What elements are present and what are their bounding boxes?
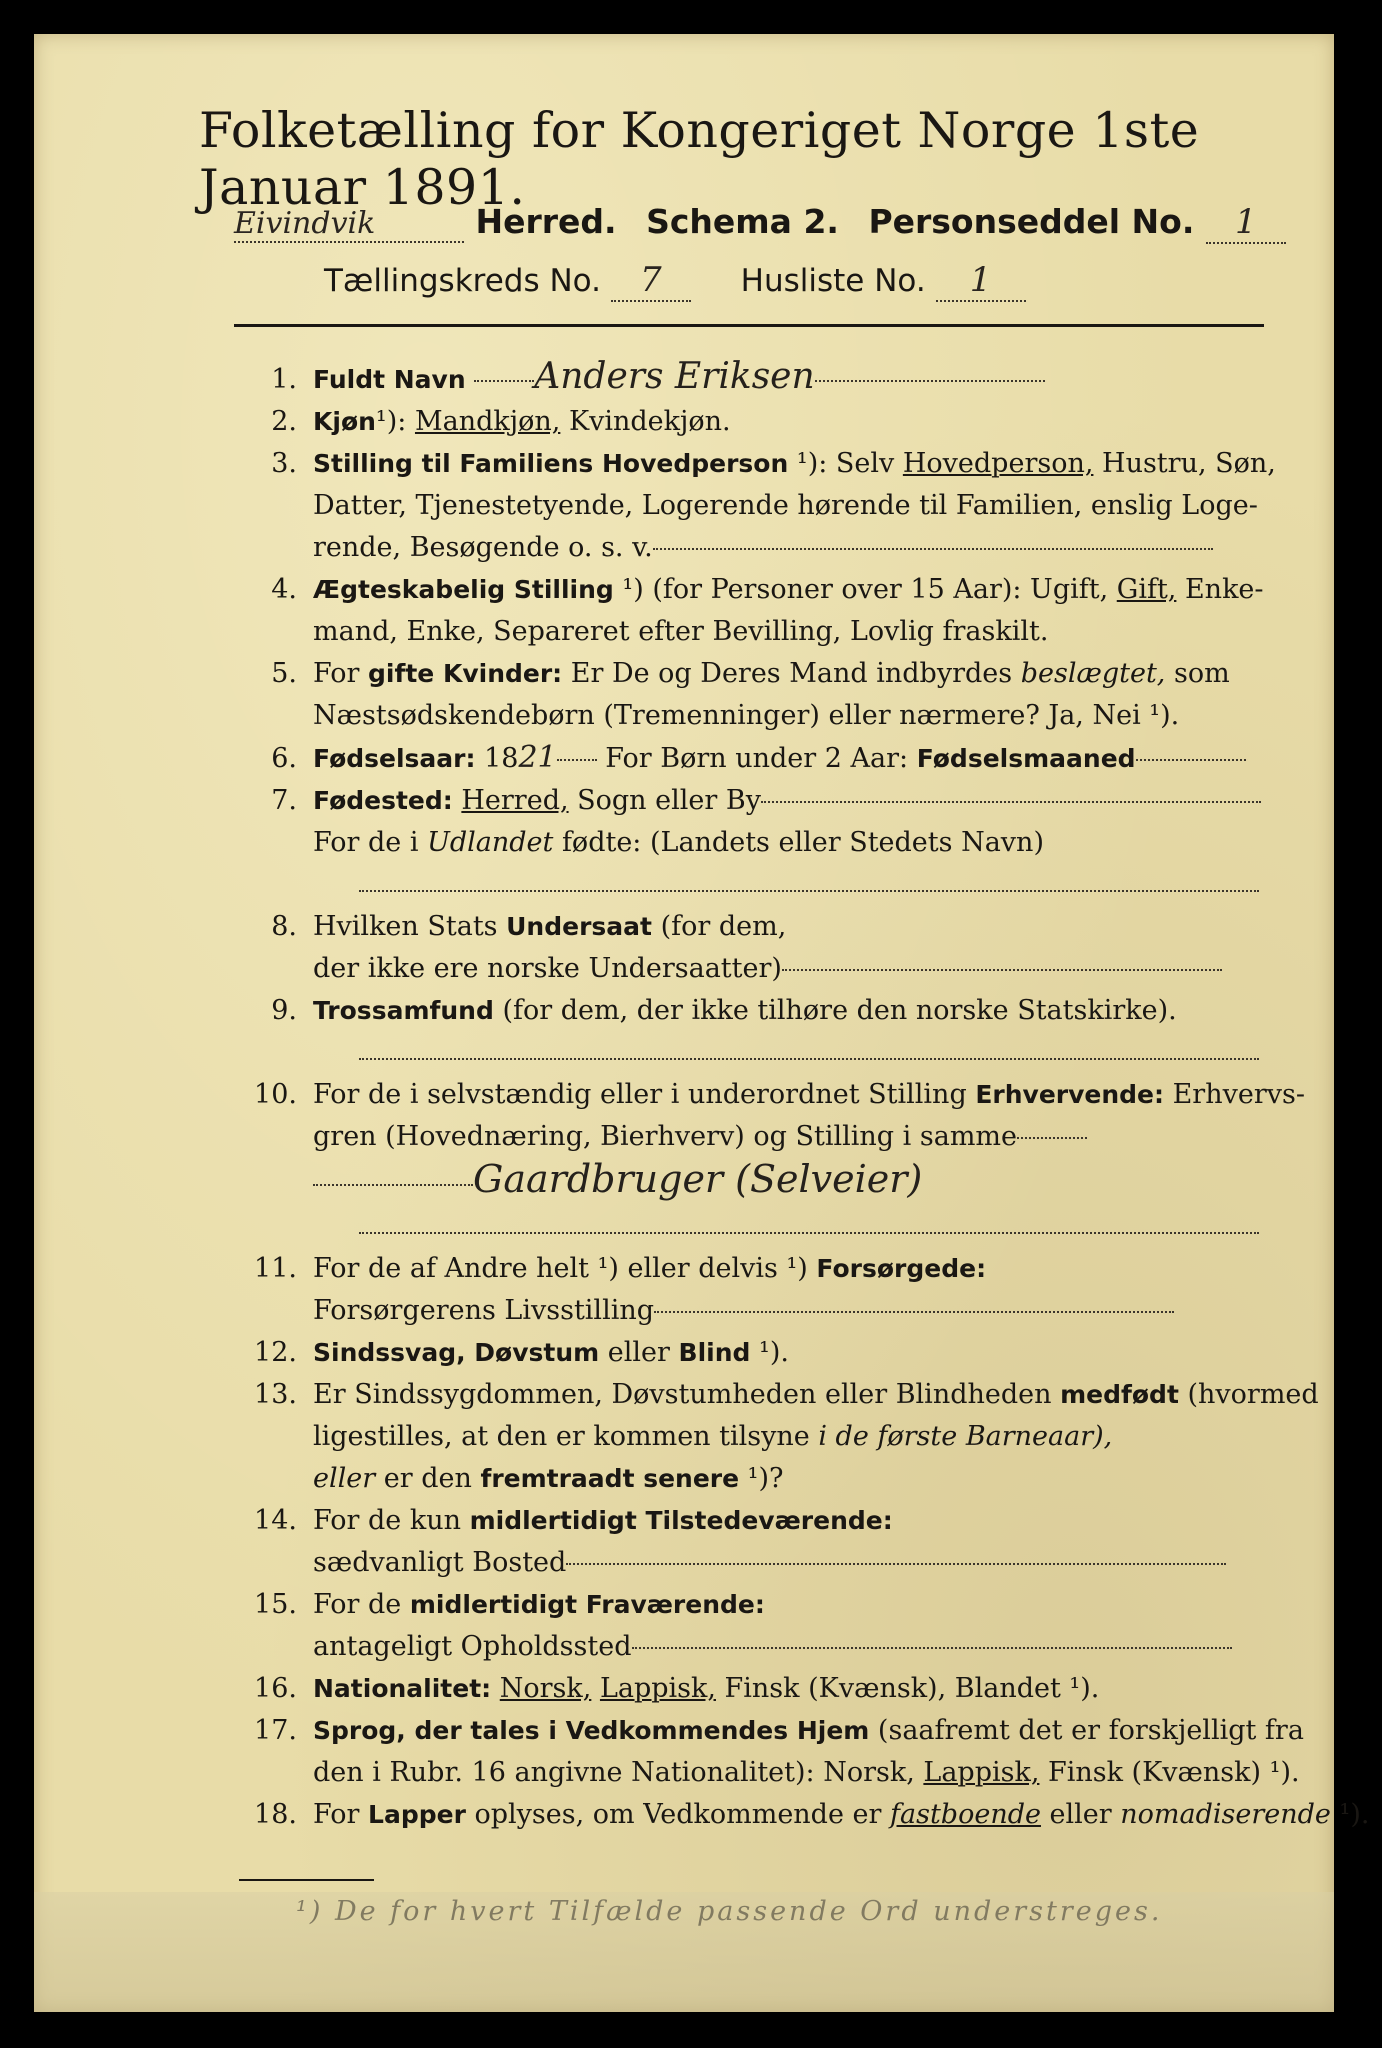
item-text: ¹)? bbox=[739, 1463, 784, 1494]
underlined-option: Herred, bbox=[461, 785, 569, 816]
blank-line bbox=[229, 1032, 1269, 1074]
item-number: 1. bbox=[271, 364, 297, 395]
item-text: Næstsødskendebørn (Tremenninger) eller nærmere? Ja, Nei ¹). bbox=[313, 700, 1180, 731]
item-label: Lapper bbox=[368, 1800, 466, 1829]
item-label: Sprog, der tales i Vedkommendes Hjem bbox=[313, 1716, 870, 1745]
item-text: eller bbox=[599, 1337, 679, 1368]
item-text: beslægtet, bbox=[1020, 658, 1166, 689]
item-number: 4. bbox=[271, 574, 297, 605]
item-number: 13. bbox=[254, 1379, 297, 1410]
underlined-option: Mandkjøn, bbox=[414, 406, 561, 437]
item-3 bbox=[229, 443, 1276, 485]
item-text: den i Rubr. 16 angivne Nationalitet): Norsk, bbox=[313, 1757, 924, 1788]
item-label: Forsørgede: bbox=[816, 1254, 987, 1283]
item-label: midlertidigt Tilstedeværende: bbox=[469, 1506, 893, 1535]
item-text: For bbox=[313, 1799, 369, 1830]
item-4 bbox=[229, 569, 1269, 611]
underlined-option: Gift, bbox=[1116, 574, 1177, 605]
item-text: nomadiserende bbox=[1120, 1799, 1331, 1830]
item-number: 9. bbox=[271, 995, 297, 1026]
item-text: 18 bbox=[475, 743, 519, 774]
item-13-line2 bbox=[229, 1416, 1269, 1458]
husliste-label: Husliste No. bbox=[740, 263, 926, 299]
underlined-option: Lappisk, bbox=[599, 1673, 716, 1704]
item-label: Trossamfund bbox=[313, 996, 494, 1025]
herred-label: Herred. bbox=[475, 202, 617, 241]
item-11 bbox=[229, 1248, 1269, 1290]
item-5 bbox=[229, 653, 1269, 695]
item-text: Sogn eller By bbox=[568, 785, 761, 816]
item-label: Erhvervende: bbox=[975, 1080, 1165, 1109]
item-17 bbox=[229, 1710, 1304, 1752]
item-7-line2 bbox=[229, 822, 1269, 864]
item-10 bbox=[229, 1074, 1305, 1116]
item-text bbox=[591, 1673, 600, 1704]
item-text: gren (Hovednæring, Bierhverv) og Stilling i samme bbox=[313, 1121, 1018, 1152]
item-number: 15. bbox=[254, 1589, 297, 1620]
item-7 bbox=[229, 780, 1269, 822]
item-10-line3 bbox=[229, 1158, 1269, 1206]
kreds-label: Tællingskreds No. bbox=[324, 263, 601, 299]
item-text: ¹) (for Personer over 15 Aar): Ugift, bbox=[613, 574, 1117, 605]
item-number: 16. bbox=[254, 1673, 297, 1704]
item-1 bbox=[229, 356, 1269, 401]
item-text: fødte: (Landets eller Stedets Navn) bbox=[553, 827, 1044, 858]
item-18 bbox=[229, 1794, 1370, 1836]
item-text: Erhvervs- bbox=[1164, 1079, 1305, 1110]
item-text bbox=[491, 1673, 500, 1704]
item-text: ¹). bbox=[750, 1337, 789, 1368]
full-name-value: Anders Eriksen bbox=[534, 356, 815, 397]
item-label: Stilling til Familiens Hovedperson bbox=[313, 449, 789, 478]
item-label: Blind bbox=[678, 1338, 751, 1367]
item-text: Finsk (Kvænsk) ¹). bbox=[1039, 1757, 1300, 1788]
item-text: For de i selvstændig eller i underordnet Stilling bbox=[313, 1079, 976, 1110]
item-11-line2 bbox=[229, 1290, 1269, 1332]
item-label: gifte Kvinder: bbox=[368, 659, 563, 688]
item-8-line2 bbox=[229, 948, 1269, 990]
item-text: oplyses, om Vedkommende er bbox=[465, 1799, 890, 1830]
item-8 bbox=[229, 906, 1269, 948]
item-text: ¹): bbox=[375, 406, 415, 437]
herred-line bbox=[234, 202, 1314, 248]
item-text: Finsk (Kvænsk), Blandet ¹). bbox=[715, 1673, 1100, 1704]
personseddel-value: 1 bbox=[1206, 202, 1286, 244]
item-text: ¹). bbox=[1330, 1799, 1370, 1830]
item-number: 14. bbox=[254, 1505, 297, 1536]
item-text: (saafremt det er forskjelligt fra bbox=[869, 1715, 1304, 1746]
census-form-paper bbox=[34, 34, 1370, 2012]
item-text: Forsørgerens Livsstilling bbox=[313, 1295, 655, 1326]
item-text: Er De og Deres Mand indbyrdes bbox=[562, 658, 1021, 689]
item-label: Fødselsmaaned bbox=[916, 744, 1136, 773]
item-3-line3 bbox=[229, 527, 1269, 569]
item-13 bbox=[229, 1374, 1319, 1416]
item-label: Fødselsaar: bbox=[313, 744, 476, 773]
underlined-option: Hovedperson, bbox=[902, 448, 1094, 479]
item-2 bbox=[229, 401, 1269, 443]
paper-edge-texture bbox=[34, 1892, 1334, 2012]
item-label: Ægteskabelig Stilling bbox=[313, 575, 614, 604]
item-14 bbox=[229, 1500, 1269, 1542]
personseddel-label: Personseddel No. bbox=[868, 202, 1195, 241]
item-10-line2 bbox=[229, 1116, 1269, 1158]
item-text: ¹): Selv bbox=[788, 448, 903, 479]
item-text: Er Sindssygdommen, Døvstumheden eller Blindheden bbox=[313, 1379, 1061, 1410]
item-text: Hvilken Stats bbox=[313, 911, 507, 942]
form-title: Folketælling for Kongeriget Norge 1ste Januar 1891. bbox=[199, 102, 1200, 216]
item-text: Datter, Tjenestetyende, Logerende hørende til Familien, enslig Loge- bbox=[313, 490, 1258, 521]
item-number: 3. bbox=[271, 448, 297, 479]
item-text: For de i bbox=[313, 827, 428, 858]
item-number: 6. bbox=[271, 743, 297, 774]
item-number: 5. bbox=[271, 658, 297, 689]
item-text: (for dem, der ikke tilhøre den norske Statskirke). bbox=[493, 995, 1177, 1026]
husliste-value: 1 bbox=[936, 260, 1026, 302]
herred-value: Eivindvik bbox=[234, 206, 464, 243]
item-text: For de kun bbox=[313, 1505, 470, 1536]
item-16 bbox=[229, 1668, 1269, 1710]
question-list bbox=[229, 356, 1370, 1836]
item-label: Fuldt Navn bbox=[313, 365, 466, 394]
item-number: 12. bbox=[254, 1337, 297, 1368]
item-17-line2 bbox=[229, 1752, 1300, 1794]
item-15 bbox=[229, 1584, 1269, 1626]
item-text: antageligt Opholdssted bbox=[313, 1631, 632, 1662]
blank-line bbox=[229, 1206, 1269, 1248]
item-text: der ikke ere norske Undersaatter) bbox=[313, 953, 782, 984]
item-6 bbox=[229, 737, 1269, 780]
item-label: medfødt bbox=[1060, 1380, 1179, 1409]
item-text: eller bbox=[1040, 1799, 1121, 1830]
item-label: midlertidigt Fraværende: bbox=[409, 1590, 765, 1619]
item-label: fremtraadt senere bbox=[480, 1464, 740, 1493]
item-text: For Børn under 2 Aar: bbox=[596, 743, 917, 774]
item-number: 17. bbox=[254, 1715, 297, 1746]
item-text: For bbox=[313, 658, 369, 689]
item-label: Nationalitet: bbox=[313, 1674, 492, 1703]
item-12 bbox=[229, 1332, 1269, 1374]
item-text: Enke- bbox=[1176, 574, 1264, 605]
underlined-option: Lappisk, bbox=[923, 1757, 1040, 1788]
item-text: Kvindekjøn. bbox=[560, 406, 731, 437]
item-text: mand, Enke, Separeret efter Bevilling, Lovlig fraskilt. bbox=[313, 616, 1049, 647]
item-number: 18. bbox=[254, 1799, 297, 1830]
item-text: i de første Barneaar), bbox=[818, 1421, 1113, 1452]
underlined-option: Norsk, bbox=[499, 1673, 592, 1704]
item-text: (for dem, bbox=[651, 911, 787, 942]
item-number: 8. bbox=[271, 911, 297, 942]
occupation-value: Gaardbruger (Selveier) bbox=[473, 1157, 923, 1201]
item-text: For de af Andre helt ¹) eller delvis ¹) bbox=[313, 1253, 817, 1284]
item-label: Kjøn bbox=[313, 407, 376, 436]
footnote-rule bbox=[239, 1879, 374, 1881]
birth-year-value: 21 bbox=[518, 740, 557, 775]
item-text: For de bbox=[313, 1589, 410, 1620]
item-text: rende, Besøgende o. s. v. bbox=[313, 532, 653, 563]
item-text: eller bbox=[313, 1463, 376, 1494]
item-text: sædvanligt Bosted bbox=[313, 1547, 567, 1578]
item-number: 2. bbox=[271, 406, 297, 437]
item-14-line2 bbox=[229, 1542, 1269, 1584]
item-number: 11. bbox=[254, 1253, 297, 1284]
item-text: Udlandet bbox=[427, 827, 554, 858]
blank-line bbox=[229, 864, 1269, 906]
item-label: Undersaat bbox=[506, 912, 652, 941]
kreds-line bbox=[324, 260, 1224, 306]
kreds-value: 7 bbox=[611, 260, 691, 302]
item-text: ligestilles, at den er kommen tilsyne bbox=[313, 1421, 819, 1452]
underlined-option: fastboende bbox=[890, 1799, 1041, 1830]
item-9 bbox=[229, 990, 1269, 1032]
item-text: (hvormed bbox=[1178, 1379, 1319, 1410]
item-number: 7. bbox=[271, 785, 297, 816]
item-text: er den bbox=[375, 1463, 481, 1494]
item-number: 10. bbox=[254, 1079, 297, 1110]
item-text: som bbox=[1165, 658, 1230, 689]
item-label: Fødested: bbox=[313, 786, 453, 815]
item-15-line2 bbox=[229, 1626, 1269, 1668]
schema-label: Schema 2. bbox=[646, 202, 839, 241]
item-13-line3 bbox=[229, 1458, 1269, 1500]
header-divider bbox=[234, 324, 1264, 327]
item-label: Sindssvag, Døvstum bbox=[313, 1338, 600, 1367]
item-text: Hustru, Søn, bbox=[1093, 448, 1276, 479]
